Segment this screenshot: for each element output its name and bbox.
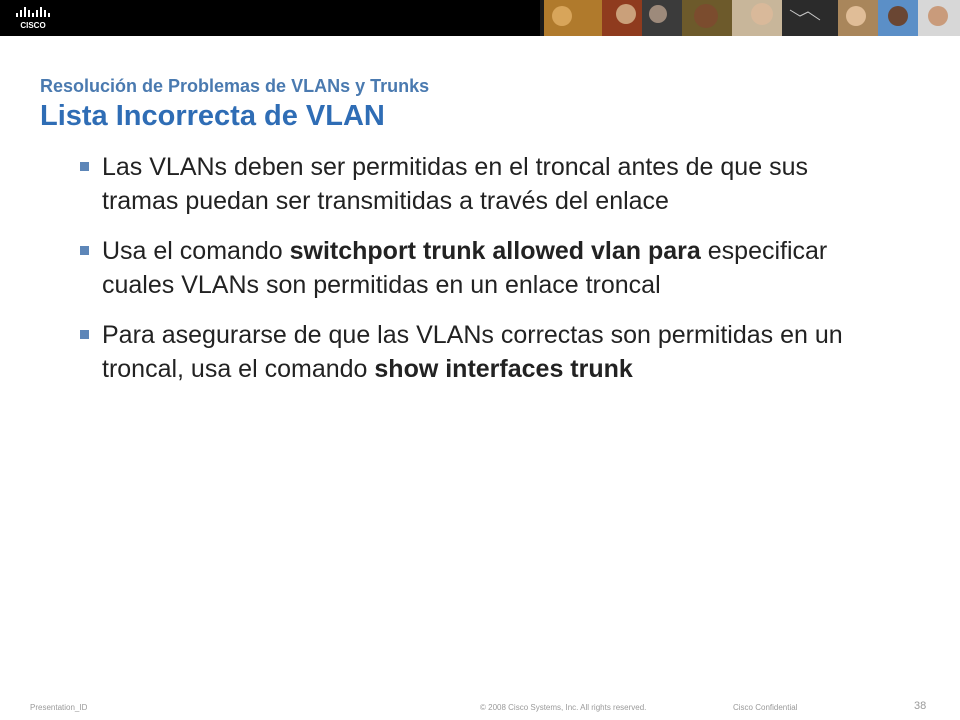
bullet-text: Usa el comando xyxy=(102,237,290,265)
presentation-id: Presentation_ID xyxy=(30,703,88,712)
bullet-text: Para asegurarse de que las VLANs correctas son permitidas en un troncal, usa el comando xyxy=(102,321,843,383)
bullet-item xyxy=(78,234,878,302)
slide-title: Lista Incorrecta de VLAN xyxy=(40,100,385,132)
command-text: switchport trunk allowed vlan para xyxy=(289,237,701,265)
bullet-item xyxy=(78,318,878,386)
bullet-text: Las VLANs deben ser permitidas en el troncal antes de que sus tramas puedan ser transmitidas a través del enlace xyxy=(102,153,808,215)
bullet-list xyxy=(78,150,878,402)
slide-subtitle: Resolución de Problemas de VLANs y Trunks xyxy=(40,76,430,96)
square-bullet-icon xyxy=(80,162,89,171)
top-banner xyxy=(0,0,960,36)
people-photo-strip-icon xyxy=(540,0,960,36)
square-bullet-icon xyxy=(80,330,89,339)
square-bullet-icon xyxy=(80,246,89,255)
brand-text: CISCO xyxy=(20,21,46,30)
confidential-label: Cisco Confidential xyxy=(733,703,798,712)
bullet-item xyxy=(78,150,878,218)
command-text: show interfaces trunk xyxy=(374,355,633,383)
bullet-text: especificar cuales VLANs son permitidas en un enlace troncal xyxy=(102,237,828,299)
cisco-logo-icon xyxy=(10,5,70,31)
page-number: 38 xyxy=(914,700,927,712)
copyright-notice: © 2008 Cisco Systems, Inc. All rights reserved. xyxy=(480,703,647,712)
